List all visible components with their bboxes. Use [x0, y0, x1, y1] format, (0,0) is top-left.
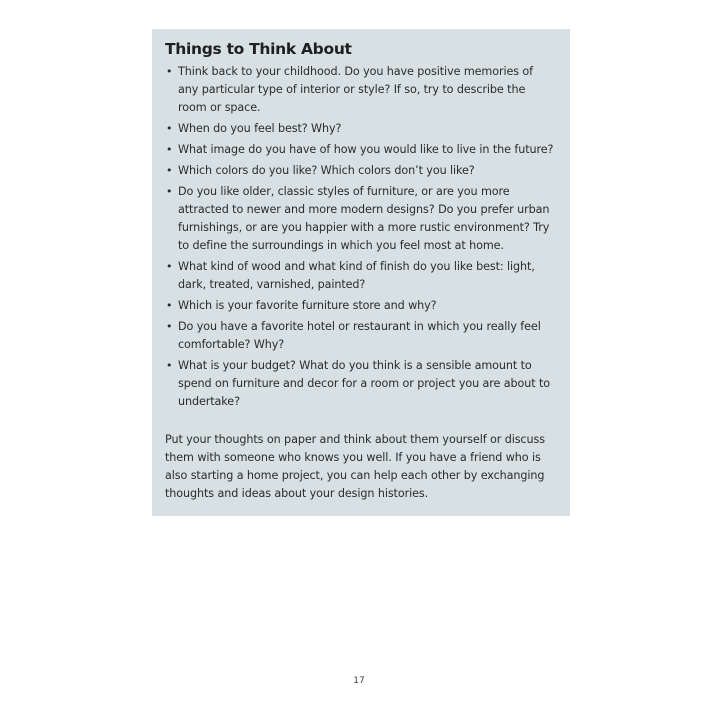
bullet-text: Which colors do you like? Which colors don’t you like?: [178, 164, 475, 177]
bullet-text: What is your budget? What do you think is a sensible amount to spend on furniture and decor for a room or project you are about to undertake?: [178, 359, 551, 408]
bullet-item: [165, 258, 556, 294]
bullet-dot-icon: •: [166, 122, 173, 135]
bullet-item: [165, 318, 556, 354]
bullet-text: Which is your favorite furniture store and why?: [178, 299, 437, 312]
bullet-text: What kind of wood and what kind of finish do you like best: light, dark, treated, varnished, painted?: [178, 260, 535, 291]
bullet-dot-icon: •: [166, 65, 173, 78]
bullet-item: [165, 357, 556, 411]
bullet-item: [165, 63, 556, 117]
bullet-item: [165, 183, 556, 255]
bullet-text: Think back to your childhood. Do you have positive memories of any particular type of interior or style? If so, try to describe the room or space.: [178, 65, 534, 114]
box-title: Things to Think About: [165, 40, 352, 58]
page-number: 17: [353, 676, 365, 686]
bullet-text: Do you have a favorite hotel or restaurant in which you really feel comfortable? Why?: [178, 320, 541, 351]
bullet-dot-icon: •: [166, 260, 173, 273]
bullet-dot-icon: •: [166, 185, 173, 198]
bullet-text: Do you like older, classic styles of furniture, or are you more attracted to newer and more modern designs? Do you prefer urban furnishings, or are you happier with a more rustic environment? Try to define the surroundings in which you feel most at home.: [178, 185, 550, 252]
bullet-text: When do you feel best? Why?: [178, 122, 342, 135]
closing-paragraph: Put your thoughts on paper and think about them yourself or discuss them with someone who knows you well. If you have a friend who is also starting a home project, you can help each other by exchanging thoughts and ideas about your design histories.: [165, 433, 545, 500]
bullet-text: What image do you have of how you would like to live in the future?: [178, 143, 554, 156]
bullet-dot-icon: •: [166, 164, 173, 177]
bullet-item: [165, 297, 556, 315]
sidebar-box: [152, 29, 570, 516]
bullet-dot-icon: •: [166, 299, 173, 312]
bullet-item: [165, 141, 556, 159]
bullet-list: [165, 63, 556, 411]
bullet-item: [165, 162, 556, 180]
bullet-dot-icon: •: [166, 359, 173, 372]
bullet-item: [165, 120, 556, 138]
bullet-dot-icon: •: [166, 320, 173, 333]
bullet-dot-icon: •: [166, 143, 173, 156]
